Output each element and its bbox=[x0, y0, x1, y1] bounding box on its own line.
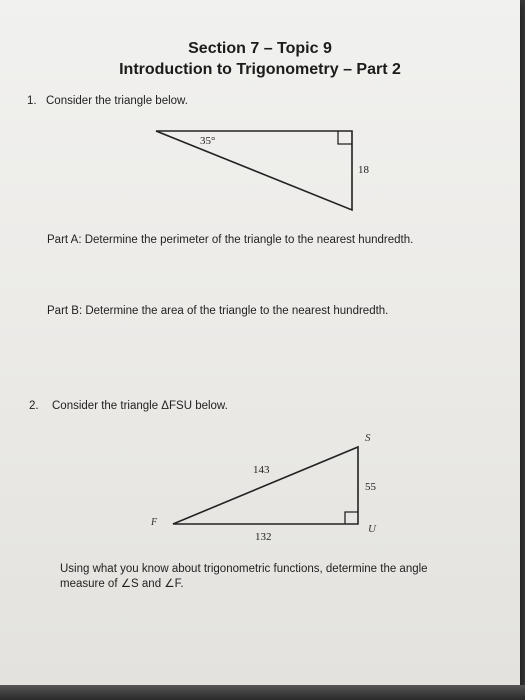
triangle-2-shape bbox=[173, 447, 358, 524]
part-a-prompt: Part A: Determine the perimeter of the triangle to the nearest hundredth. bbox=[47, 234, 414, 246]
part-b-prompt: Part B: Determine the area of the triangle to the nearest hundredth. bbox=[47, 305, 389, 317]
desk-surface bbox=[0, 685, 525, 700]
question-2-prompt: Consider the triangle ΔFSU below. bbox=[52, 400, 228, 412]
triangle-1-side-label: 18 bbox=[358, 164, 369, 176]
triangle-1-angle-label: 35° bbox=[200, 135, 216, 147]
instruction-line-1: Using what you know about trigonometric functions, determine the angle bbox=[60, 563, 428, 575]
triangle-1-right-angle-mark bbox=[338, 131, 352, 144]
triangle-1 bbox=[156, 131, 370, 210]
section-title: Section 7 – Topic 9 bbox=[188, 40, 332, 57]
triangle-1-shape bbox=[156, 131, 352, 210]
question-1-prompt: Consider the triangle below. bbox=[46, 95, 188, 107]
vertex-s-label: S bbox=[365, 432, 371, 444]
instruction-line-2: measure of ∠S and ∠F. bbox=[60, 578, 184, 590]
vertex-u-label: U bbox=[368, 523, 376, 535]
question-2-number: 2. bbox=[29, 400, 39, 412]
triangle-2 bbox=[150, 432, 377, 543]
vertical-side-label: 55 bbox=[365, 481, 376, 493]
topic-title: Introduction to Trigonometry – Part 2 bbox=[119, 61, 401, 78]
question-1-number: 1. bbox=[27, 95, 37, 107]
triangle-2-right-angle-mark bbox=[345, 512, 358, 524]
hypotenuse-label: 143 bbox=[253, 464, 270, 476]
vertex-f-label: F bbox=[151, 517, 158, 528]
base-side-label: 132 bbox=[255, 531, 272, 543]
